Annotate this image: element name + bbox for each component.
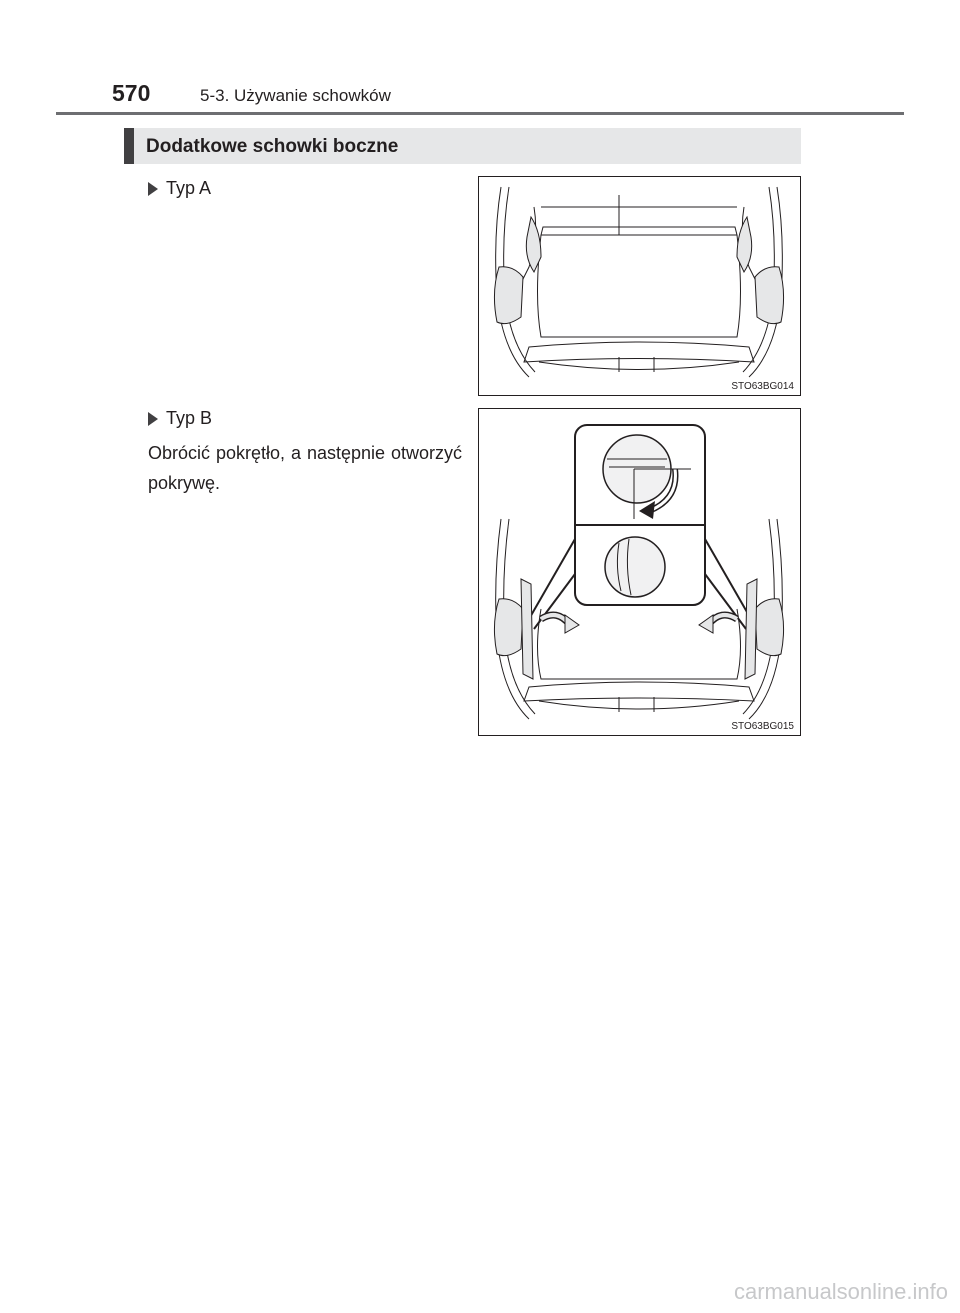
triangle-bullet-icon (148, 182, 158, 196)
site-watermark: carmanualsonline.info (733, 1279, 948, 1304)
trunk-illustration-a (479, 177, 799, 394)
chapter-title: 5-3. Używanie schowków (200, 86, 391, 105)
triangle-bullet-icon (148, 412, 158, 426)
type-a-label: Typ A (166, 178, 212, 198)
section-heading (124, 128, 801, 164)
trunk-illustration-b (479, 409, 799, 734)
header-rule (56, 112, 904, 115)
bullet-type-b (148, 408, 212, 429)
section-title: Dodatkowe schowki boczne (146, 136, 399, 157)
type-b-label: Typ B (166, 408, 213, 428)
type-b-instruction: Obrócić pokrętło, a następnie otworzyć pokrywę. (148, 443, 462, 493)
figure-code-b: STO63BG015 (731, 721, 794, 732)
page-number: 570 (112, 80, 151, 106)
figure-type-a (478, 176, 801, 396)
bullet-type-a (148, 178, 211, 199)
figure-type-b (478, 408, 801, 736)
figure-code-a: STO63BG014 (731, 381, 794, 392)
